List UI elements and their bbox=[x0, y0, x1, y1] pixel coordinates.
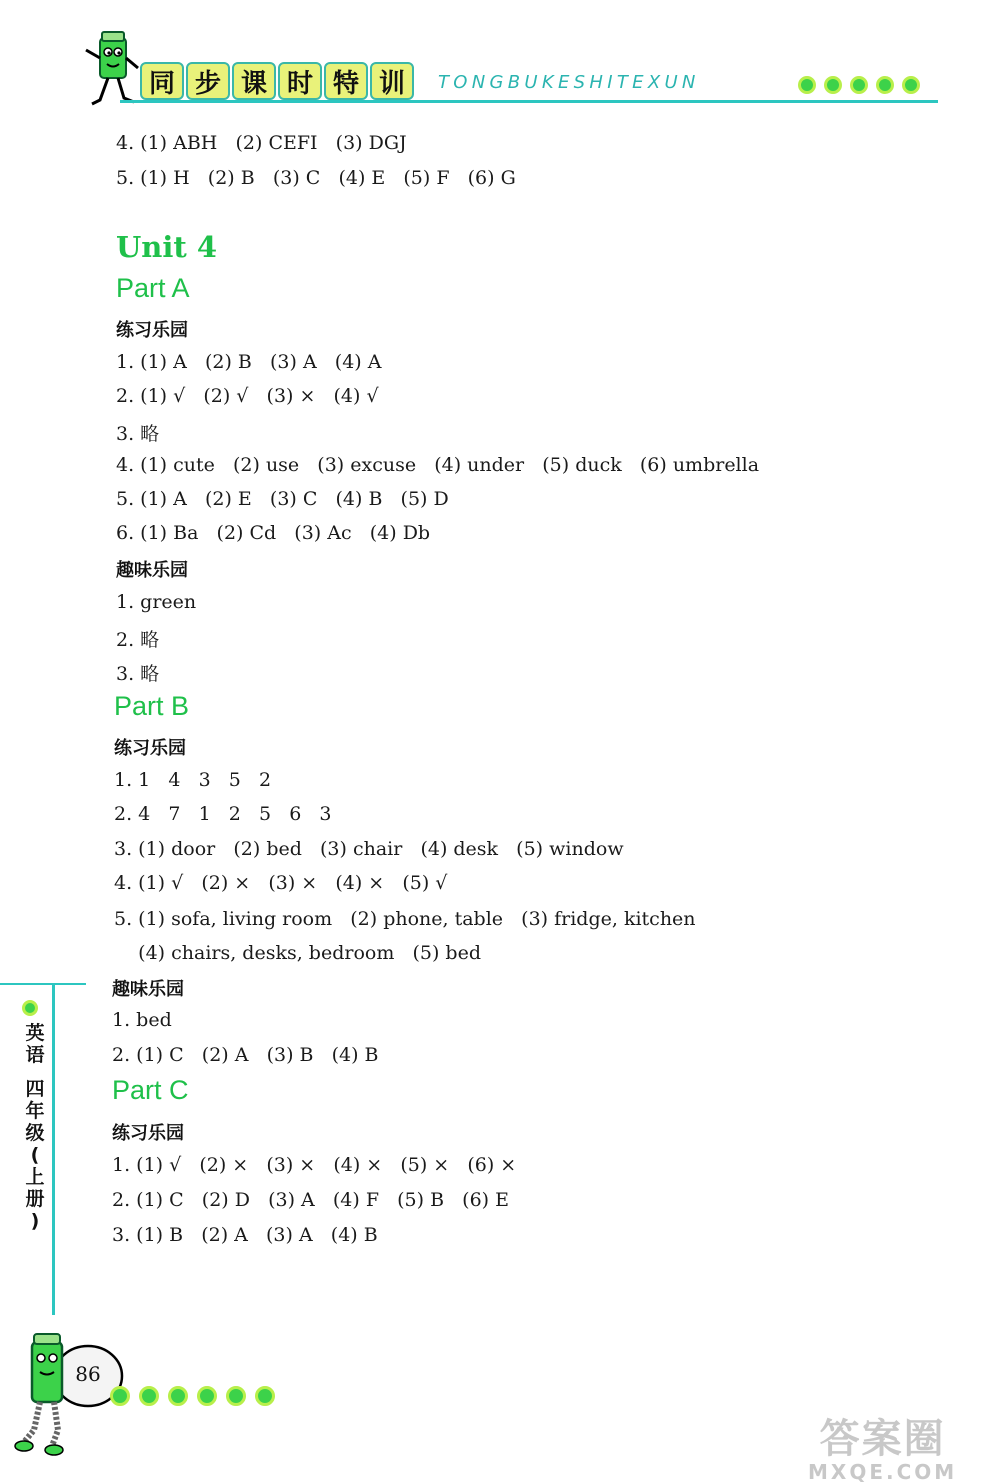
answer-line: 3. 略 bbox=[116, 663, 160, 685]
title-char: 特 bbox=[324, 62, 368, 100]
watermark-url: MXQE.COM bbox=[808, 1460, 958, 1484]
header-rule bbox=[120, 100, 938, 103]
dot-icon bbox=[902, 76, 920, 94]
title-char: 同 bbox=[140, 62, 184, 100]
sidebar-char: 四 bbox=[25, 1078, 45, 1100]
answer-line: 3. (1) door (2) bed (3) chair (4) desk (5) window bbox=[114, 838, 624, 860]
title-char: 时 bbox=[278, 62, 322, 100]
watermark bbox=[808, 1418, 957, 1484]
answer-line: 4. (1) √ (2) × (3) × (4) × (5) √ bbox=[114, 872, 448, 894]
sidebar-char: 年 bbox=[25, 1100, 45, 1122]
dot-icon bbox=[168, 1386, 188, 1406]
sidebar-char: ( bbox=[30, 1144, 40, 1166]
page-number: 86 bbox=[75, 1362, 101, 1386]
sidebar-subject-grade bbox=[22, 1022, 48, 1232]
answer-line: 2. (1) √ (2) √ (3) × (4) √ bbox=[116, 385, 379, 407]
answer-line: (4) chairs, desks, bedroom (5) bed bbox=[114, 942, 481, 964]
answer-line: 3. (1) B (2) A (3) A (4) B bbox=[112, 1224, 378, 1246]
answer-line: 2. 略 bbox=[116, 629, 160, 651]
dot-icon bbox=[255, 1386, 275, 1406]
sidebar-char: 册 bbox=[25, 1188, 45, 1210]
answer-line: 1. green bbox=[116, 591, 197, 613]
sidebar-char: 上 bbox=[25, 1166, 45, 1188]
sidebar-vertical-rule bbox=[52, 985, 55, 1315]
answer-line: 6. (1) Ba (2) Cd (3) Ac (4) Db bbox=[116, 522, 431, 544]
part-a-title: Part A bbox=[116, 273, 190, 303]
unit-title: Unit 4 bbox=[116, 230, 218, 264]
section-label: 趣味乐园 bbox=[116, 560, 188, 581]
answer-line: 5. (1) A (2) E (3) C (4) B (5) D bbox=[116, 488, 449, 510]
dot-icon bbox=[226, 1386, 246, 1406]
section-label: 练习乐园 bbox=[112, 1123, 184, 1144]
answer-line: 3. 略 bbox=[116, 423, 160, 445]
part-c-title: Part C bbox=[112, 1075, 189, 1105]
header-dots bbox=[798, 76, 920, 94]
header-title bbox=[140, 62, 414, 100]
dot-icon bbox=[110, 1386, 130, 1406]
sidebar-rule bbox=[0, 983, 86, 985]
dot-icon bbox=[139, 1386, 159, 1406]
answer-line: 5. (1) sofa, living room (2) phone, table (3) fridge, kitchen bbox=[114, 908, 696, 930]
sidebar-char: 英 bbox=[25, 1022, 45, 1044]
header-pinyin: TONGBUKESHITEXUN bbox=[438, 72, 700, 93]
title-char: 步 bbox=[186, 62, 230, 100]
answer-line: 2. (1) C (2) A (3) B (4) B bbox=[112, 1044, 379, 1066]
robot-mascot-icon bbox=[14, 1320, 124, 1460]
answer-line: 1. (1) A (2) B (3) A (4) A bbox=[116, 351, 382, 373]
answer-line: 2. (1) C (2) D (3) A (4) F (5) B (6) E bbox=[112, 1189, 509, 1211]
watermark-title: 答案圈 bbox=[819, 1416, 946, 1462]
answer-line: 2. 4 7 1 2 5 6 3 bbox=[114, 803, 332, 825]
answer-line: 1. (1) √ (2) × (3) × (4) × (5) × (6) × bbox=[112, 1154, 517, 1176]
answer-line: 1. 1 4 3 5 2 bbox=[114, 769, 272, 791]
sidebar-char: 级 bbox=[25, 1122, 45, 1144]
dot-icon bbox=[824, 76, 842, 94]
section-label: 练习乐园 bbox=[114, 738, 186, 759]
title-char: 训 bbox=[370, 62, 414, 100]
pencil-mascot-icon bbox=[78, 28, 148, 110]
dot-icon bbox=[876, 76, 894, 94]
part-b-title: Part B bbox=[114, 691, 190, 721]
title-char: 课 bbox=[232, 62, 276, 100]
dot-icon bbox=[850, 76, 868, 94]
footer-dots bbox=[110, 1386, 275, 1406]
dot-icon bbox=[197, 1386, 217, 1406]
dot-icon bbox=[798, 76, 816, 94]
sidebar-char: ) bbox=[30, 1210, 40, 1232]
answer-line: 4. (1) cute (2) use (3) excuse (4) under (5) duck (6) umbrella bbox=[116, 454, 760, 476]
answer-line: 4. (1) ABH (2) CEFI (3) DGJ bbox=[116, 132, 407, 154]
sidebar-char: 语 bbox=[25, 1044, 45, 1066]
dot-icon bbox=[22, 1000, 38, 1016]
answer-line: 1. bed bbox=[112, 1009, 172, 1031]
section-label: 练习乐园 bbox=[116, 320, 188, 341]
answer-line: 5. (1) H (2) B (3) C (4) E (5) F (6) G bbox=[116, 167, 516, 189]
section-label: 趣味乐园 bbox=[112, 979, 184, 1000]
